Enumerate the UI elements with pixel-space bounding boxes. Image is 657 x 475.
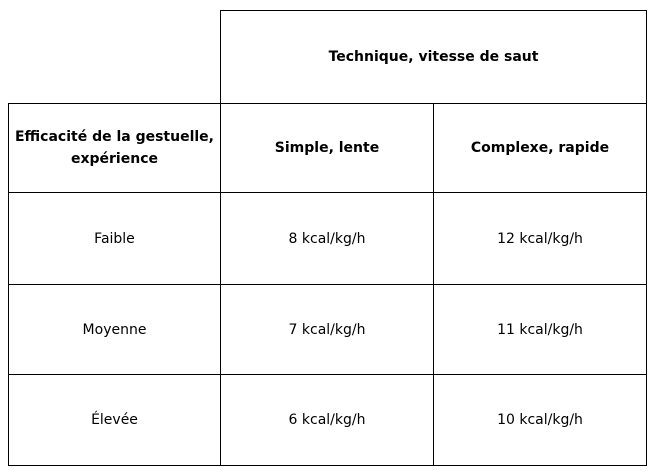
row-header-title-text: Efficacité de la gestuelle, expérience (14, 129, 214, 167)
row-label-text: Faible (94, 230, 135, 247)
group-header-text: Technique, vitesse de saut (328, 49, 539, 65)
row-label-text: Élevée (91, 412, 138, 428)
cell-value: 8 kcal/kg/h (288, 230, 366, 247)
column-header-complex-text: Complexe, rapide (470, 140, 610, 156)
cell-value: 12 kcal/kg/h (497, 230, 583, 247)
cell-value: 10 kcal/kg/h (497, 412, 583, 428)
table-cell (220, 374, 434, 466)
group-header-cell (220, 10, 647, 104)
cell-value: 7 kcal/kg/h (288, 321, 366, 338)
column-header-simple-text: Simple, lente (274, 140, 380, 156)
cell-value: 11 kcal/kg/h (497, 321, 583, 338)
column-header-simple (220, 103, 434, 193)
row-header-title-cell (8, 103, 221, 193)
row-label-faible (8, 192, 221, 285)
row-label-moyenne (8, 284, 221, 375)
table-cell (433, 374, 647, 466)
empty-corner-cell (8, 10, 221, 103)
column-header-complex (433, 103, 647, 193)
table-cell (220, 192, 434, 285)
cell-value: 6 kcal/kg/h (288, 412, 366, 428)
table-cell (433, 192, 647, 285)
table-cell (220, 284, 434, 375)
row-label-text: Moyenne (82, 321, 147, 338)
table-cell (433, 284, 647, 375)
row-label-elevee (8, 374, 221, 466)
